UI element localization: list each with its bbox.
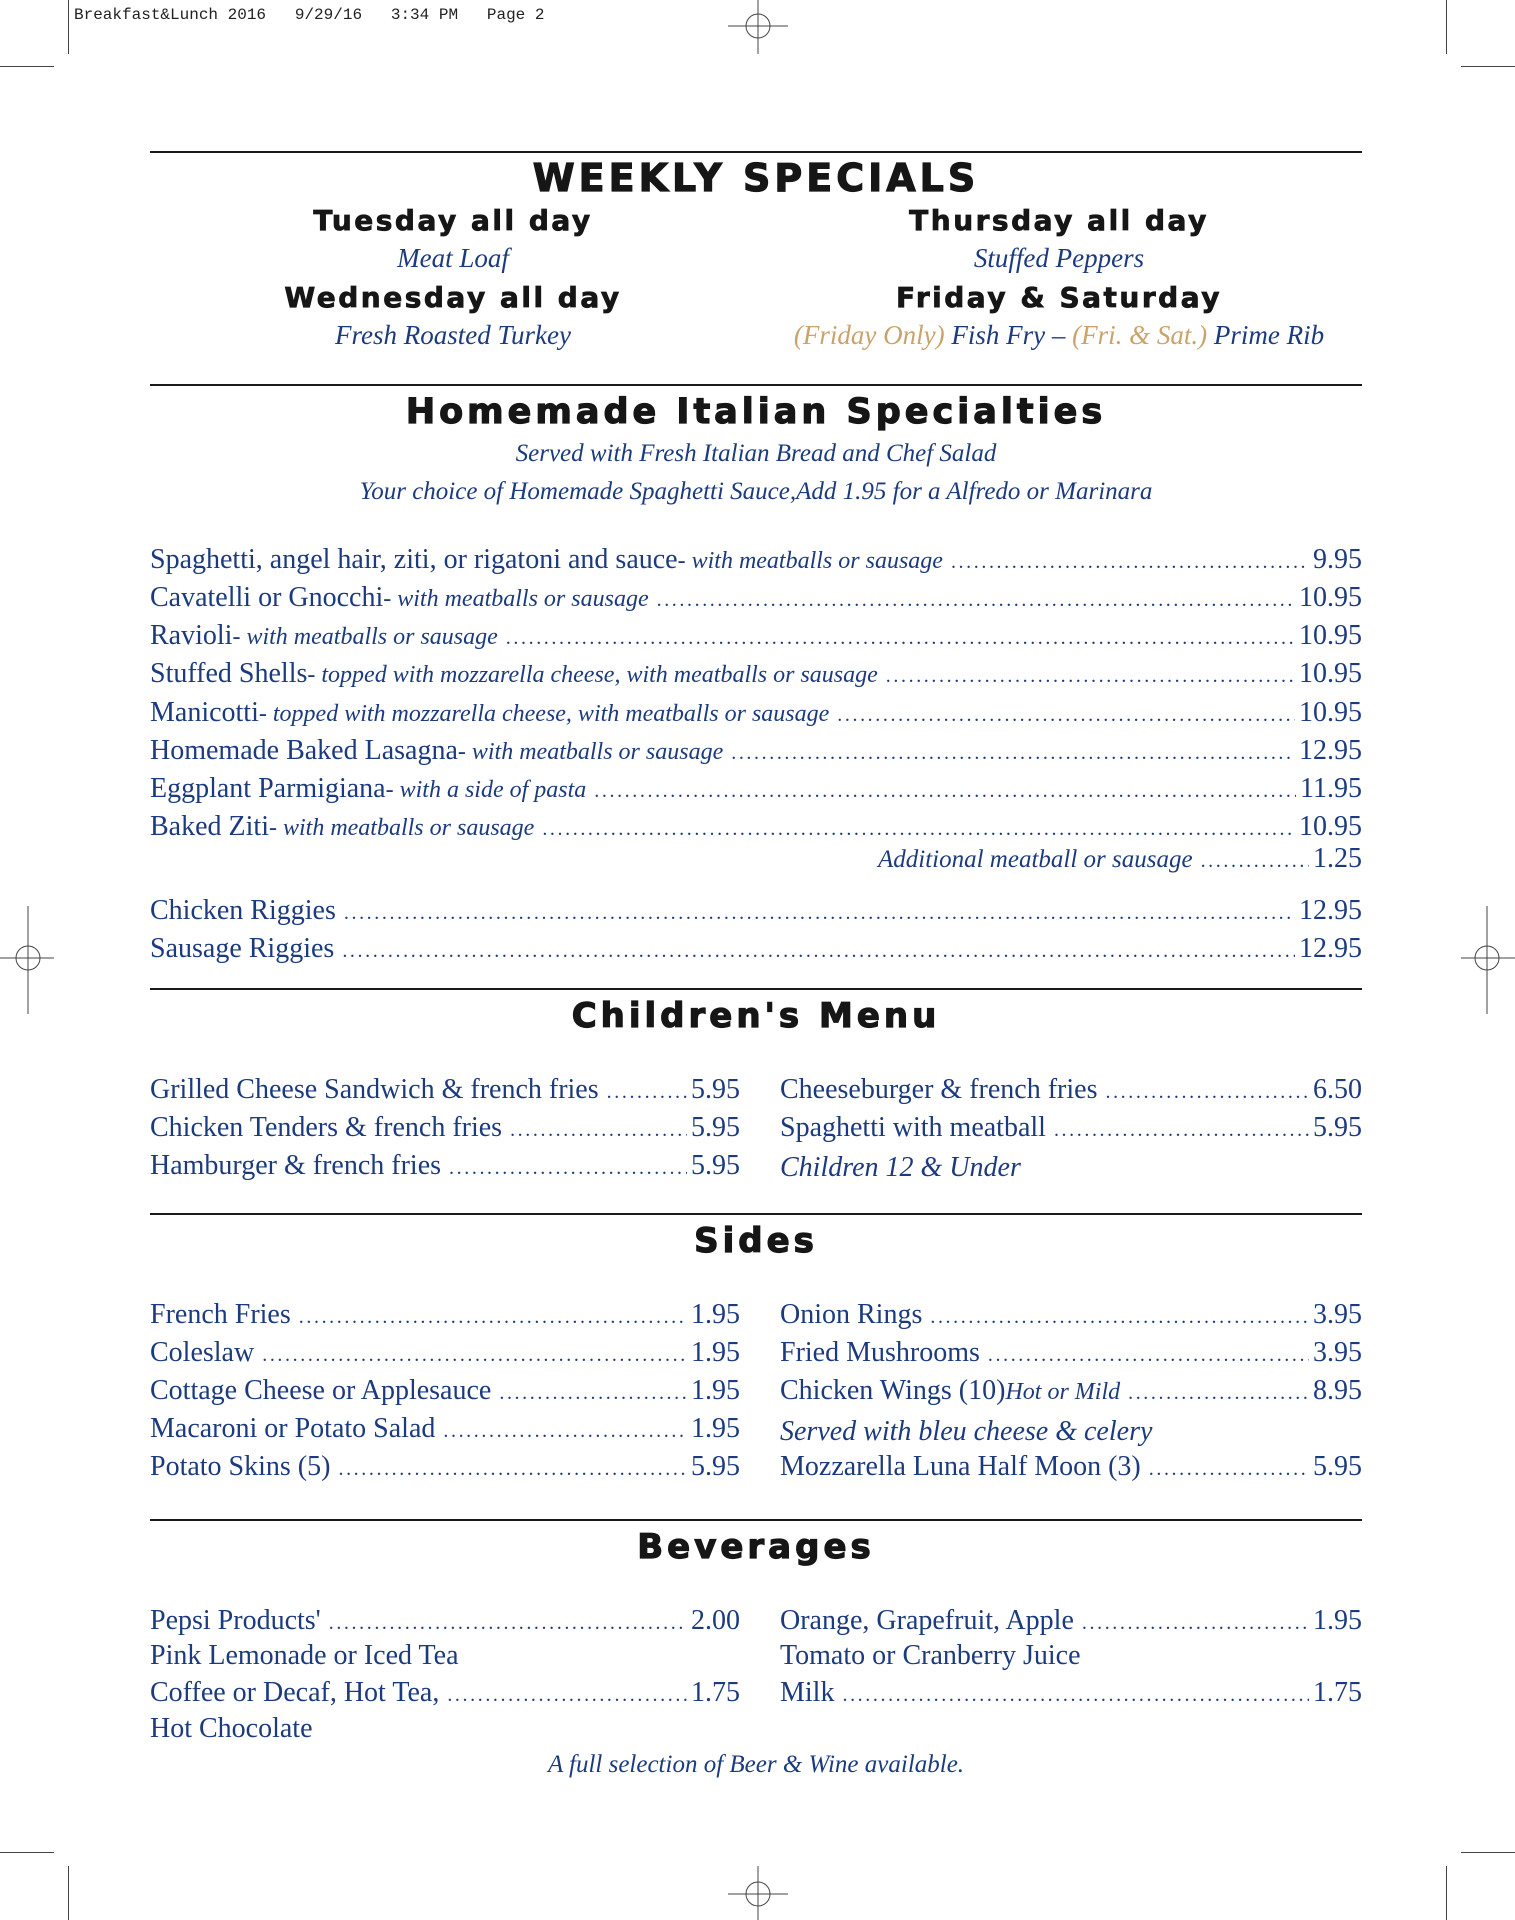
leader-dots (607, 1082, 687, 1102)
friday-saturday-heading: Friday & Saturday (896, 281, 1222, 314)
leader-dots (329, 1613, 687, 1633)
item-name: Hamburger & french fries (150, 1150, 442, 1181)
leader-dots (262, 1345, 687, 1365)
children-age-note: Children 12 & Under (780, 1152, 1021, 1183)
item-price: 10.95 (1299, 811, 1362, 842)
item-price: 1.95 (691, 1375, 740, 1406)
item-price: 1.95 (1313, 1605, 1362, 1636)
crop-mark (0, 1852, 54, 1853)
menu-item (150, 737, 1362, 765)
item-price: 2.00 (691, 1605, 740, 1636)
menu-item (150, 1679, 740, 1707)
item-name-continued: Tomato or Cranberry Juice (780, 1640, 1081, 1671)
menu-item (780, 1076, 1362, 1104)
item-name: Eggplant Parmigiana (150, 773, 386, 804)
item-name: Potato Skins (5) (150, 1451, 331, 1482)
menu-item (780, 1377, 1362, 1405)
italian-specialties-title: Homemade Italian Specialties (405, 392, 1107, 432)
leader-dots (344, 903, 1295, 923)
beer-wine-note: A full selection of Beer & Wine available. (547, 1751, 965, 1778)
item-name: Cottage Cheese or Applesauce (150, 1375, 492, 1406)
crop-mark (68, 1866, 69, 1920)
item-price: 1.95 (691, 1337, 740, 1368)
item-name: Coleslaw (150, 1337, 255, 1368)
leader-dots (1082, 1613, 1309, 1633)
crop-mark (1461, 1852, 1515, 1853)
menu-item (150, 546, 1362, 574)
item-price: 8.95 (1313, 1375, 1362, 1406)
section-divider (150, 151, 1362, 153)
registration-mark-right (1461, 906, 1515, 1014)
item-price: 5.95 (691, 1112, 740, 1143)
menu-item (150, 584, 1362, 612)
item-price: 6.50 (1313, 1074, 1362, 1105)
leader-dots (338, 1459, 687, 1479)
item-description: - with meatballs or sausage (457, 739, 724, 765)
leader-dots (594, 781, 1296, 801)
item-price: 3.95 (1313, 1337, 1362, 1368)
fish-fry: Fish Fry (951, 320, 1046, 350)
menu-item (150, 897, 1362, 925)
menu-item (150, 1152, 740, 1180)
fri-sat-note: (Fri. & Sat.) (1072, 320, 1208, 350)
item-description: - with meatballs or sausage (383, 586, 649, 612)
leader-dots (988, 1345, 1309, 1365)
leader-dots (499, 1383, 687, 1403)
menu-item (150, 813, 1362, 841)
crop-mark (1446, 1866, 1447, 1920)
item-name: Grilled Cheese Sandwich & french fries (150, 1074, 599, 1105)
tuesday-special: Meat Loaf (397, 243, 509, 273)
leader-dots (506, 628, 1295, 648)
weekly-specials-title: WEEKLY SPECIALS (532, 156, 980, 200)
item-name: Orange, Grapefruit, Apple (780, 1605, 1074, 1636)
crop-mark (1446, 0, 1447, 54)
section-divider (150, 384, 1362, 386)
leader-dots (447, 1685, 687, 1705)
leader-dots (886, 666, 1295, 686)
item-description: - topped with mozzarella cheese, with meatballs or sausage (307, 662, 878, 688)
section-divider (150, 988, 1362, 990)
menu-item (150, 775, 1362, 803)
menu-item (780, 1339, 1362, 1367)
crop-mark (0, 66, 54, 67)
item-description: - with meatballs or sausage (268, 815, 535, 841)
item-name: Cavatelli or Gnocchi (150, 582, 384, 613)
section-divider (150, 1213, 1362, 1215)
item-price: 5.95 (691, 1074, 740, 1105)
item-name: Homemade Baked Lasagna (150, 735, 458, 766)
item-name: Manicotti (150, 697, 259, 728)
item-price: 1.25 (1313, 843, 1362, 874)
dash: – (1051, 320, 1066, 350)
leader-dots (342, 941, 1295, 961)
item-description: - with a side of pasta (385, 777, 587, 803)
menu-item (150, 1339, 740, 1367)
item-name: Macaroni or Potato Salad (150, 1413, 436, 1444)
menu-item (150, 1114, 740, 1142)
menu-item (150, 1415, 740, 1443)
item-name: Baked Ziti (150, 811, 269, 842)
menu-item (780, 1114, 1362, 1142)
leader-dots (510, 1120, 687, 1140)
print-slug: Breakfast&Lunch 2016 9/29/16 3:34 PM Page 2 (74, 6, 545, 24)
item-name-continued: Pink Lemonade or Iced Tea (150, 1640, 459, 1671)
item-price: 12.95 (1299, 895, 1362, 926)
leader-dots (1054, 1120, 1309, 1140)
menu-item (150, 1301, 740, 1329)
leader-dots (1128, 1383, 1309, 1403)
leader-dots (1149, 1459, 1309, 1479)
item-name: Pepsi Products' (150, 1605, 321, 1636)
item-price: 12.95 (1299, 735, 1362, 766)
leader-dots (837, 705, 1295, 725)
leader-dots (731, 743, 1295, 763)
crop-mark (68, 0, 69, 54)
wednesday-heading: Wednesday all day (284, 281, 622, 314)
friday-saturday-special (756, 320, 1362, 351)
leader-dots (657, 590, 1295, 610)
leader-dots (299, 1307, 687, 1327)
item-price: 10.95 (1299, 658, 1362, 689)
additional-meatball-item (878, 845, 1362, 873)
item-name: Chicken Tenders & french fries (150, 1112, 503, 1143)
item-name: Milk (780, 1677, 835, 1708)
item-name: Stuffed Shells (150, 658, 308, 689)
item-name: Sausage Riggies (150, 933, 335, 964)
menu-item (150, 1076, 740, 1104)
prime-rib: Prime Rib (1213, 320, 1325, 350)
menu-item (780, 1301, 1362, 1329)
menu-item (150, 1453, 740, 1481)
item-price: 1.95 (691, 1299, 740, 1330)
menu-item (150, 935, 1362, 963)
wings-note: Served with bleu cheese & celery (780, 1416, 1153, 1447)
item-price: 5.95 (691, 1451, 740, 1482)
leader-dots (449, 1158, 687, 1178)
menu-item (150, 660, 1362, 688)
item-name: Chicken Wings (10) (780, 1375, 1006, 1406)
item-price: 9.95 (1313, 544, 1362, 575)
item-price: 10.95 (1299, 620, 1362, 651)
section-divider (150, 1519, 1362, 1521)
menu-item (150, 699, 1362, 727)
menu-item (150, 1377, 740, 1405)
item-name: Ravioli (150, 620, 233, 651)
menu-item (150, 622, 1362, 650)
item-name: Chicken Riggies (150, 895, 336, 926)
tuesday-heading: Tuesday all day (313, 204, 593, 237)
item-description: - with meatballs or sausage (677, 548, 943, 574)
sides-title: Sides (694, 1221, 818, 1261)
item-description: - topped with mozzarella cheese, with meatballs or sausage (258, 701, 830, 727)
italian-note-sauce: Your choice of Homemade Spaghetti Sauce,Add 1.95 for a Alfredo or Marinara (359, 478, 1153, 505)
item-price: 12.95 (1299, 933, 1362, 964)
item-price: 10.95 (1299, 697, 1362, 728)
crop-mark (1461, 66, 1515, 67)
item-name: Spaghetti, angel hair, ziti, or rigatoni and sauce (150, 544, 678, 575)
registration-mark-top (728, 0, 788, 54)
item-name: Onion Rings (780, 1299, 923, 1330)
registration-mark-bottom (728, 1866, 788, 1920)
item-name: Spaghetti with meatball (780, 1112, 1046, 1143)
item-price: 1.75 (691, 1677, 740, 1708)
leader-dots (443, 1421, 687, 1441)
thursday-special: Stuffed Peppers (973, 243, 1145, 273)
item-price: 10.95 (1299, 582, 1362, 613)
leader-dots (1105, 1082, 1309, 1102)
item-description: Hot or Mild (1005, 1379, 1121, 1405)
wednesday-special: Fresh Roasted Turkey (335, 320, 571, 350)
item-name: French Fries (150, 1299, 291, 1330)
item-description: - with meatballs or sausage (232, 624, 498, 650)
item-name: Fried Mushrooms (780, 1337, 980, 1368)
menu-item (780, 1607, 1362, 1635)
item-price: 5.95 (1313, 1112, 1362, 1143)
item-price: 3.95 (1313, 1299, 1362, 1330)
registration-mark-left (0, 906, 54, 1014)
item-name: Coffee or Decaf, Hot Tea, (150, 1677, 440, 1708)
item-name: Additional meatball or sausage (878, 846, 1193, 873)
leader-dots (842, 1685, 1309, 1705)
leader-dots (930, 1307, 1309, 1327)
menu-item (150, 1607, 740, 1635)
leader-dots (1201, 851, 1309, 871)
childrens-menu-title: Children's Menu (571, 996, 941, 1036)
item-name: Mozzarella Luna Half Moon (3) (780, 1451, 1141, 1482)
item-name-continued: Hot Chocolate (150, 1713, 313, 1744)
thursday-heading: Thursday all day (909, 204, 1209, 237)
italian-note-bread: Served with Fresh Italian Bread and Chef Salad (515, 440, 997, 467)
leader-dots (542, 819, 1295, 839)
item-price: 11.95 (1300, 773, 1362, 804)
item-name: Cheeseburger & french fries (780, 1074, 1098, 1105)
item-price: 1.75 (1313, 1677, 1362, 1708)
item-price: 1.95 (691, 1413, 740, 1444)
item-price: 5.95 (691, 1150, 740, 1181)
friday-only-note: (Friday Only) (793, 320, 945, 350)
item-price: 5.95 (1313, 1451, 1362, 1482)
beverages-title: Beverages (637, 1527, 875, 1567)
menu-item (780, 1453, 1362, 1481)
leader-dots (951, 552, 1309, 572)
menu-item (780, 1679, 1362, 1707)
